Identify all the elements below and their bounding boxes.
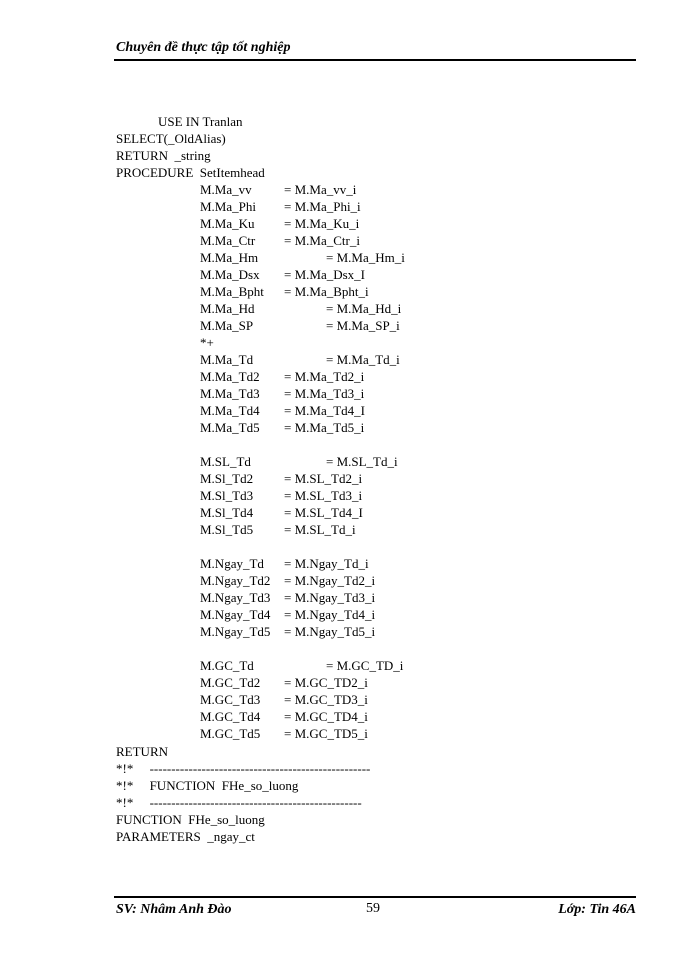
assign-value: = M.Ngay_Td5_i (284, 624, 376, 639)
assign-value: = M.Ma_vv_i (284, 182, 357, 197)
assign-target: M.GC_Td5 (200, 726, 261, 741)
assign-target: M.GC_Td (200, 658, 254, 673)
assign-target: M.Ma_Ku (200, 216, 255, 231)
footer-student: SV: Nhâm Anh Đào (116, 902, 232, 917)
assign-value: = M.Ngay_Td3_i (284, 590, 376, 605)
assign-value: = M.GC_TD_i (326, 658, 404, 673)
assign-value: = M.Ma_Ctr_i (284, 233, 360, 248)
assign-value: = M.SL_Td3_i (284, 488, 363, 503)
assign-target: M.Ngay_Td (200, 556, 264, 571)
assign-target: M.Ngay_Td3 (200, 590, 271, 605)
assign-target: M.Ma_Td3 (200, 386, 260, 401)
code-line: *!* FUNCTION FHe_so_luong (116, 778, 299, 793)
assign-value: = M.GC_TD3_i (284, 692, 368, 707)
header-divider (114, 59, 636, 61)
assign-value: = M.SL_Td4_I (284, 505, 363, 520)
assign-value: = M.Ma_Ku_i (284, 216, 360, 231)
assign-value: = M.Ngay_Td2_i (284, 573, 376, 588)
assign-value: = M.GC_TD5_i (284, 726, 368, 741)
assign-value: = M.Ma_Td_i (326, 352, 400, 367)
assign-target: *+ (200, 335, 214, 350)
assign-target: M.Ma_Bpht (200, 284, 264, 299)
assign-value: = M.Ma_Hm_i (326, 250, 405, 265)
code-line: FUNCTION FHe_so_luong (116, 812, 265, 827)
assign-target: M.Ngay_Td5 (200, 624, 271, 639)
assign-value: = M.Ma_Dsx_I (284, 267, 365, 282)
assign-target: M.Ma_Phi (200, 199, 256, 214)
footer-page-number: 59 (366, 901, 380, 916)
code-line: RETURN _string (116, 148, 211, 163)
assign-value: = M.Ngay_Td4_i (284, 607, 376, 622)
assign-target: M.SL_Td (200, 454, 251, 469)
assign-value: = M.GC_TD2_i (284, 675, 368, 690)
assign-value: = M.Ma_Td4_I (284, 403, 365, 418)
assign-target: M.GC_Td4 (200, 709, 261, 724)
assign-value: = M.Ma_Td5_i (284, 420, 365, 435)
code-line: RETURN (116, 744, 168, 759)
assign-target: M.Ma_Ctr (200, 233, 256, 248)
assign-target: M.Ma_Td (200, 352, 254, 367)
header-title: Chuyên đề thực tập tốt nghiệp (116, 40, 291, 55)
assign-value: = M.Ma_SP_i (326, 318, 400, 333)
assign-target: M.Ma_Dsx (200, 267, 260, 282)
code-line: PROCEDURE SetItemhead (116, 165, 265, 180)
assign-target: M.Sl_Td4 (200, 505, 254, 520)
code-line: *!* --------------------------------------------------- (116, 761, 371, 776)
assign-target: M.Ma_SP (200, 318, 254, 333)
assign-target: M.Ma_Td2 (200, 369, 260, 384)
assign-value: = M.SL_Td2_i (284, 471, 363, 486)
assign-target: M.Ngay_Td4 (200, 607, 271, 622)
assign-target: M.Ma_vv (200, 182, 252, 197)
assign-target: M.Ma_Td4 (200, 403, 260, 418)
assign-target: M.GC_Td3 (200, 692, 261, 707)
assign-value: = M.Ma_Bpht_i (284, 284, 369, 299)
assign-target: M.Sl_Td5 (200, 522, 254, 537)
assign-value: = M.Ma_Td2_i (284, 369, 365, 384)
assign-target: M.Ma_Hd (200, 301, 255, 316)
assign-value: = M.SL_Td_i (284, 522, 356, 537)
code-line: *!* ------------------------------------------------- (116, 795, 362, 810)
assign-target: M.Ngay_Td2 (200, 573, 271, 588)
code-line: USE IN Tranlan (158, 114, 243, 129)
assign-target: M.Sl_Td2 (200, 471, 254, 486)
assign-target: M.Sl_Td3 (200, 488, 254, 503)
footer-divider (114, 896, 636, 898)
assign-value: = M.GC_TD4_i (284, 709, 368, 724)
assign-target: M.Ma_Hm (200, 250, 259, 265)
assign-value: = M.Ma_Phi_i (284, 199, 361, 214)
assign-value: = M.Ngay_Td_i (284, 556, 369, 571)
assign-target: M.Ma_Td5 (200, 420, 260, 435)
assign-value: = M.Ma_Td3_i (284, 386, 365, 401)
footer-class: Lớp: Tin 46A (558, 902, 636, 917)
code-line: PARAMETERS _ngay_ct (116, 829, 255, 844)
assign-value: = M.Ma_Hd_i (326, 301, 402, 316)
code-line: SELECT(_OldAlias) (116, 131, 226, 146)
assign-target: M.GC_Td2 (200, 675, 261, 690)
assign-value: = M.SL_Td_i (326, 454, 398, 469)
